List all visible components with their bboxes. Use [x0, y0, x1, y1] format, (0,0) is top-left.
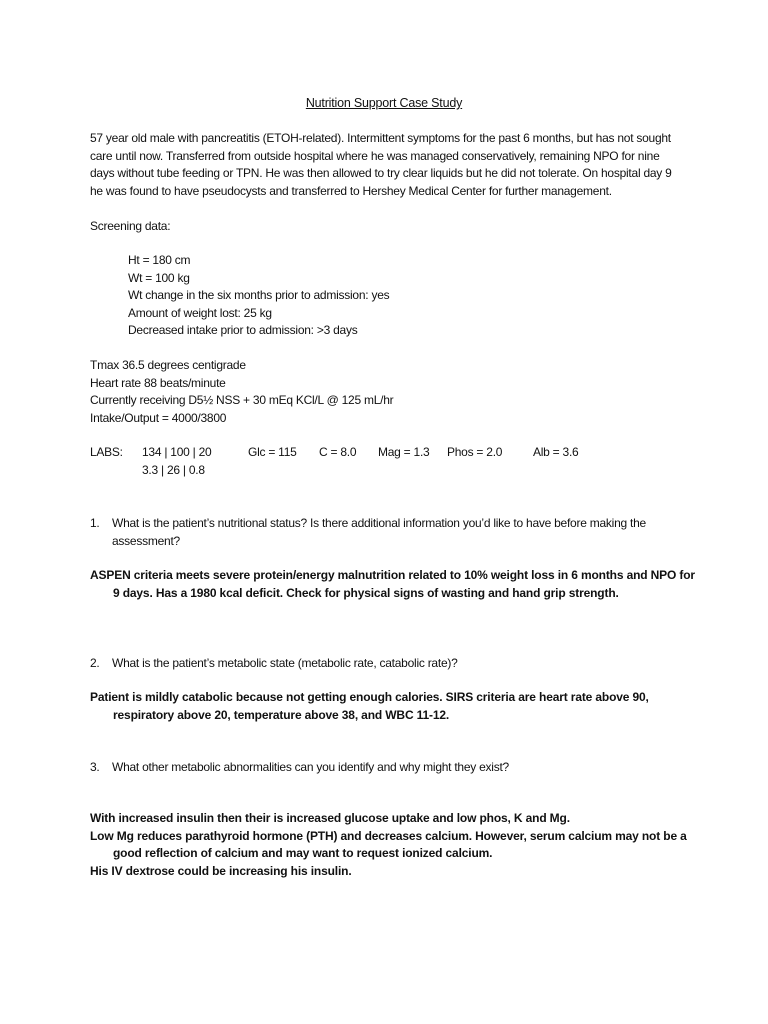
intro-line: care until now. Transferred from outside hospital where he was managed conservatively, remaining NPO for nine: [90, 148, 660, 163]
page-title: Nutrition Support Case Study: [305, 96, 463, 110]
intro-line: days without tube feeding or TPN. He was then allowed to try clear liquids but he did not tolerate. On hospital day 9: [90, 166, 672, 180]
answer-1: [90, 567, 695, 602]
screening-item: Ht = 180 cm: [128, 253, 191, 267]
question-2: [90, 655, 458, 673]
question-3: [90, 759, 509, 777]
screening-item: Wt change in the six months prior to admission: yes: [128, 288, 390, 302]
intro-line: 57 year old male with pancreatitis (ETOH-related). Intermittent symptoms for the past 6 months, but has not sought: [90, 131, 671, 145]
lab-magnesium: Mag = 1.3: [378, 445, 430, 459]
screening-item: Wt = 100 kg: [128, 270, 190, 285]
question-number: 1.: [90, 516, 100, 530]
vitals-line: Currently receiving D5½ NSS + 30 mEq KCl/L @ 125 mL/hr: [90, 393, 394, 407]
lab-phosphorus: Phos = 2.0: [447, 445, 503, 459]
vitals-line: Intake/Output = 4000/3800: [90, 410, 227, 425]
question-text: What other metabolic abnormalities can you identify and why might they exist?: [112, 760, 509, 774]
question-number: 2.: [90, 656, 100, 670]
answer-line: respiratory above 20, temperature above 38, and WBC 11-12.: [113, 707, 450, 722]
labs-grid-row1: 134 | 100 | 20: [142, 445, 212, 459]
screening-item: Amount of weight lost: 25 kg: [128, 305, 272, 320]
intro-line: he was found to have pseudocysts and transferred to Hershey Medical Center for further management.: [90, 183, 612, 198]
answer-line: With increased insulin then their is increased glucose uptake and low phos, K and Mg.: [90, 811, 570, 825]
answer-line: ASPEN criteria meets severe protein/energy malnutrition related to 10% weight loss in 6 months and NPO for: [90, 568, 695, 582]
question-text: What is the patient’s metabolic state (metabolic rate, catabolic rate)?: [112, 656, 458, 670]
question-text: What is the patient’s nutritional status? Is there additional information you’d like to have before making the: [112, 516, 646, 530]
answer-line: Low Mg reduces parathyroid hormone (PTH) and decreases calcium. However, serum calcium may not be a: [90, 828, 687, 843]
answer-2: [90, 689, 690, 724]
answer-3: [90, 810, 690, 880]
case-intro-paragraph: [90, 130, 690, 200]
labs-label: LABS:: [90, 445, 123, 459]
vitals-line: Tmax 36.5 degrees centigrade: [90, 358, 246, 372]
labs-grid-row2: 3.3 | 26 | 0.8: [142, 463, 205, 477]
question-text: assessment?: [112, 533, 180, 548]
screening-list: [128, 252, 389, 340]
question-1: [90, 515, 646, 550]
answer-line: 9 days. Has a 1980 kcal deficit. Check for physical signs of wasting and hand grip strength.: [113, 585, 619, 600]
vitals-line: Heart rate 88 beats/minute: [90, 375, 226, 390]
lab-calcium: C = 8.0: [319, 445, 357, 459]
screening-item: Decreased intake prior to admission: >3 days: [128, 323, 358, 337]
answer-line: His IV dextrose could be increasing his insulin.: [90, 863, 352, 878]
screening-label: Screening data:: [90, 219, 171, 233]
lab-albumin: Alb = 3.6: [533, 445, 579, 459]
answer-line: good reflection of calcium and may want to request ionized calcium.: [113, 846, 493, 860]
vitals-block: [90, 357, 393, 427]
question-number: 3.: [90, 760, 100, 774]
answer-line: Patient is mildly catabolic because not getting enough calories. SIRS criteria are heart rate above 90,: [90, 690, 649, 704]
lab-glucose: Glc = 115: [248, 445, 297, 459]
